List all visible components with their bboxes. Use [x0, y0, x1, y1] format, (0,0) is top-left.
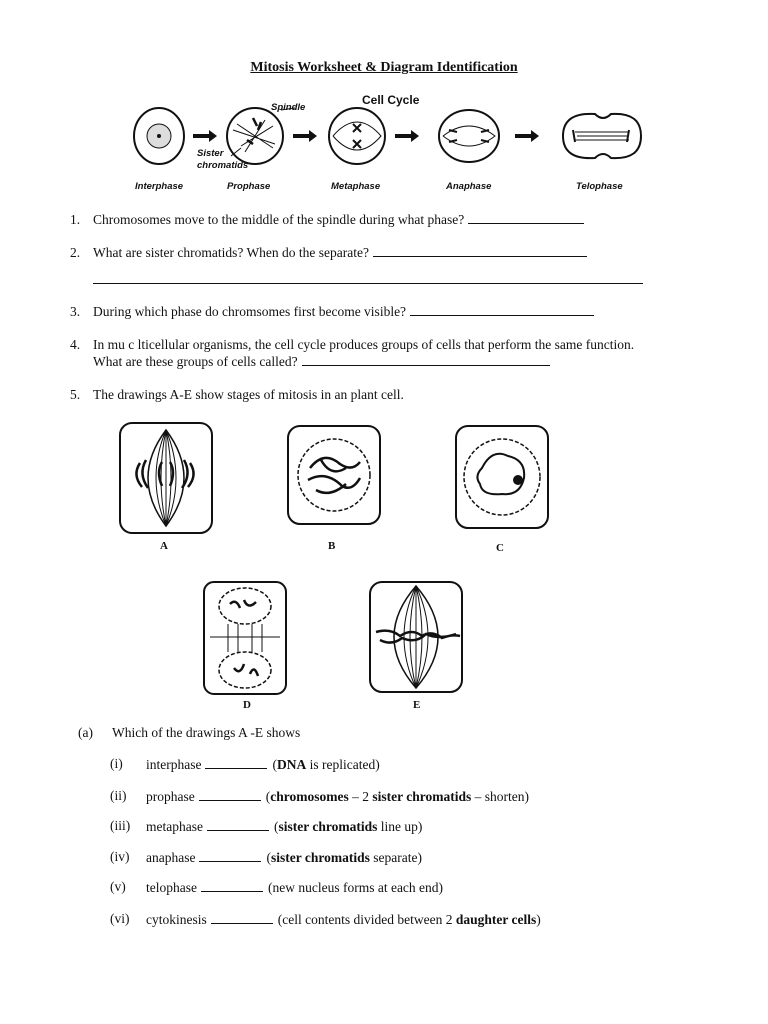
item-number: (iii) — [110, 818, 131, 833]
part-a-item-v — [0, 879, 768, 897]
item-note-rest: – shorten) — [471, 789, 529, 804]
item-note-open: ( — [273, 819, 279, 834]
page-title: Mitosis Worksheet & Diagram Identification — [250, 60, 518, 75]
question-2 — [0, 244, 768, 262]
item-name: metaphase — [146, 819, 203, 834]
arrow-icon — [395, 130, 419, 142]
answer-blank[interactable] — [201, 879, 263, 892]
drawing-b — [288, 426, 380, 552]
part-a-item-i — [0, 756, 768, 774]
item-number: (vi) — [110, 911, 130, 926]
item-name: telophase — [146, 880, 197, 895]
item-name: prophase — [146, 789, 195, 804]
answer-blank[interactable] — [302, 353, 550, 366]
question-1 — [0, 211, 768, 229]
part-a-item-iv — [0, 849, 768, 867]
question-text-line2: What are these groups of cells called? — [93, 354, 298, 369]
item-number: (i) — [110, 756, 123, 771]
answer-blank[interactable] — [199, 788, 261, 801]
item-name: interphase — [146, 757, 202, 772]
item-note-open: ( — [265, 789, 271, 804]
cell-cycle-diagram — [125, 88, 655, 194]
item-number: (ii) — [110, 788, 127, 803]
item-note-bold: sister chromatids — [270, 850, 370, 865]
arrow-icon — [293, 130, 317, 142]
question-text: Chromosomes move to the middle of the spindle during what phase? — [93, 212, 465, 227]
answer-blank[interactable] — [207, 818, 269, 831]
stage-label-prophase: Prophase — [227, 181, 271, 192]
part-a-prompt — [0, 725, 768, 743]
item-note-bold: daughter cells — [455, 912, 537, 927]
drawing-label-d: D — [243, 699, 251, 711]
part-a-item-iii — [0, 818, 768, 836]
item-note-open: (cell contents divided between 2 — [277, 912, 456, 927]
part-a-item-vi — [0, 911, 768, 929]
answer-blank[interactable] — [410, 303, 594, 316]
part-a-item-ii — [0, 788, 768, 806]
question-text: The drawings A-E show stages of mitosis in an plant cell. — [93, 387, 404, 402]
prophase-cell — [227, 108, 283, 164]
item-note-rest: is replicated) — [306, 757, 380, 772]
question-number: 3. — [70, 304, 81, 319]
item-note-bold: chromosomes — [270, 789, 349, 804]
answer-line[interactable] — [93, 283, 643, 284]
metaphase-cell — [329, 108, 385, 164]
stage-label-interphase: Interphase — [135, 181, 184, 192]
item-note-bold: DNA — [276, 757, 307, 772]
question-5 — [0, 386, 768, 404]
cell-cycle-heading: Cell Cycle — [362, 93, 420, 107]
question-4 — [0, 336, 768, 372]
drawing-c — [456, 426, 548, 554]
stage-label-anaphase: Anaphase — [446, 181, 492, 192]
arrow-icon — [515, 130, 539, 142]
question-number: 5. — [70, 387, 81, 402]
item-note-rest: separate) — [369, 850, 422, 865]
answer-blank[interactable] — [199, 849, 261, 862]
drawing-label-b: B — [328, 540, 336, 552]
item-note-open: ( — [266, 850, 271, 865]
drawing-label-a: A — [160, 540, 168, 552]
part-a-text: Which of the drawings A -E shows — [112, 725, 301, 740]
drawing-a — [120, 423, 212, 552]
stage-label-metaphase: Metaphase — [331, 181, 381, 192]
question-number: 4. — [70, 337, 81, 352]
item-note-mid: – 2 — [348, 789, 373, 804]
item-name: cytokinesis — [146, 912, 207, 927]
question-text: In mu c lticellular organisms, the cell cycle produces groups of cells that perform the same function. — [93, 337, 635, 352]
item-note-rest: ) — [536, 912, 541, 927]
question-number: 2. — [70, 245, 81, 260]
stage-label-telophase: Telophase — [576, 181, 623, 192]
telophase-cell — [563, 114, 641, 158]
question-3 — [0, 303, 768, 321]
question-text: What are sister chromatids? When do the separate? — [93, 245, 370, 260]
anaphase-cell — [439, 110, 499, 162]
item-number: (v) — [110, 879, 126, 894]
mitosis-drawings — [110, 418, 560, 714]
part-a-label: (a) — [78, 725, 93, 740]
item-name: anaphase — [146, 850, 196, 865]
spindle-callout: Spindle — [271, 102, 306, 113]
drawing-e — [370, 582, 462, 711]
answer-blank[interactable] — [205, 756, 267, 769]
question-text: During which phase do chromsomes first become visible? — [93, 304, 407, 319]
sister-callout: Sister — [197, 148, 224, 159]
drawing-d — [204, 582, 286, 711]
drawing-label-e: E — [413, 699, 421, 711]
item-note-rest: line up) — [377, 819, 423, 834]
item-note-bold: sister chromatids — [278, 819, 378, 834]
drawing-label-c: C — [496, 542, 504, 554]
interphase-cell — [134, 108, 184, 164]
answer-blank[interactable] — [373, 244, 587, 257]
chromatids-callout: chromatids — [197, 160, 249, 171]
item-note-rest: (new nucleus forms at each end) — [267, 880, 444, 895]
item-note-bold2: sister chromatids — [372, 789, 472, 804]
question-number: 1. — [70, 212, 81, 227]
item-number: (iv) — [110, 849, 130, 864]
item-note-open: ( — [272, 757, 277, 772]
arrow-icon — [193, 130, 217, 142]
answer-blank[interactable] — [468, 211, 584, 224]
answer-blank[interactable] — [211, 911, 273, 924]
